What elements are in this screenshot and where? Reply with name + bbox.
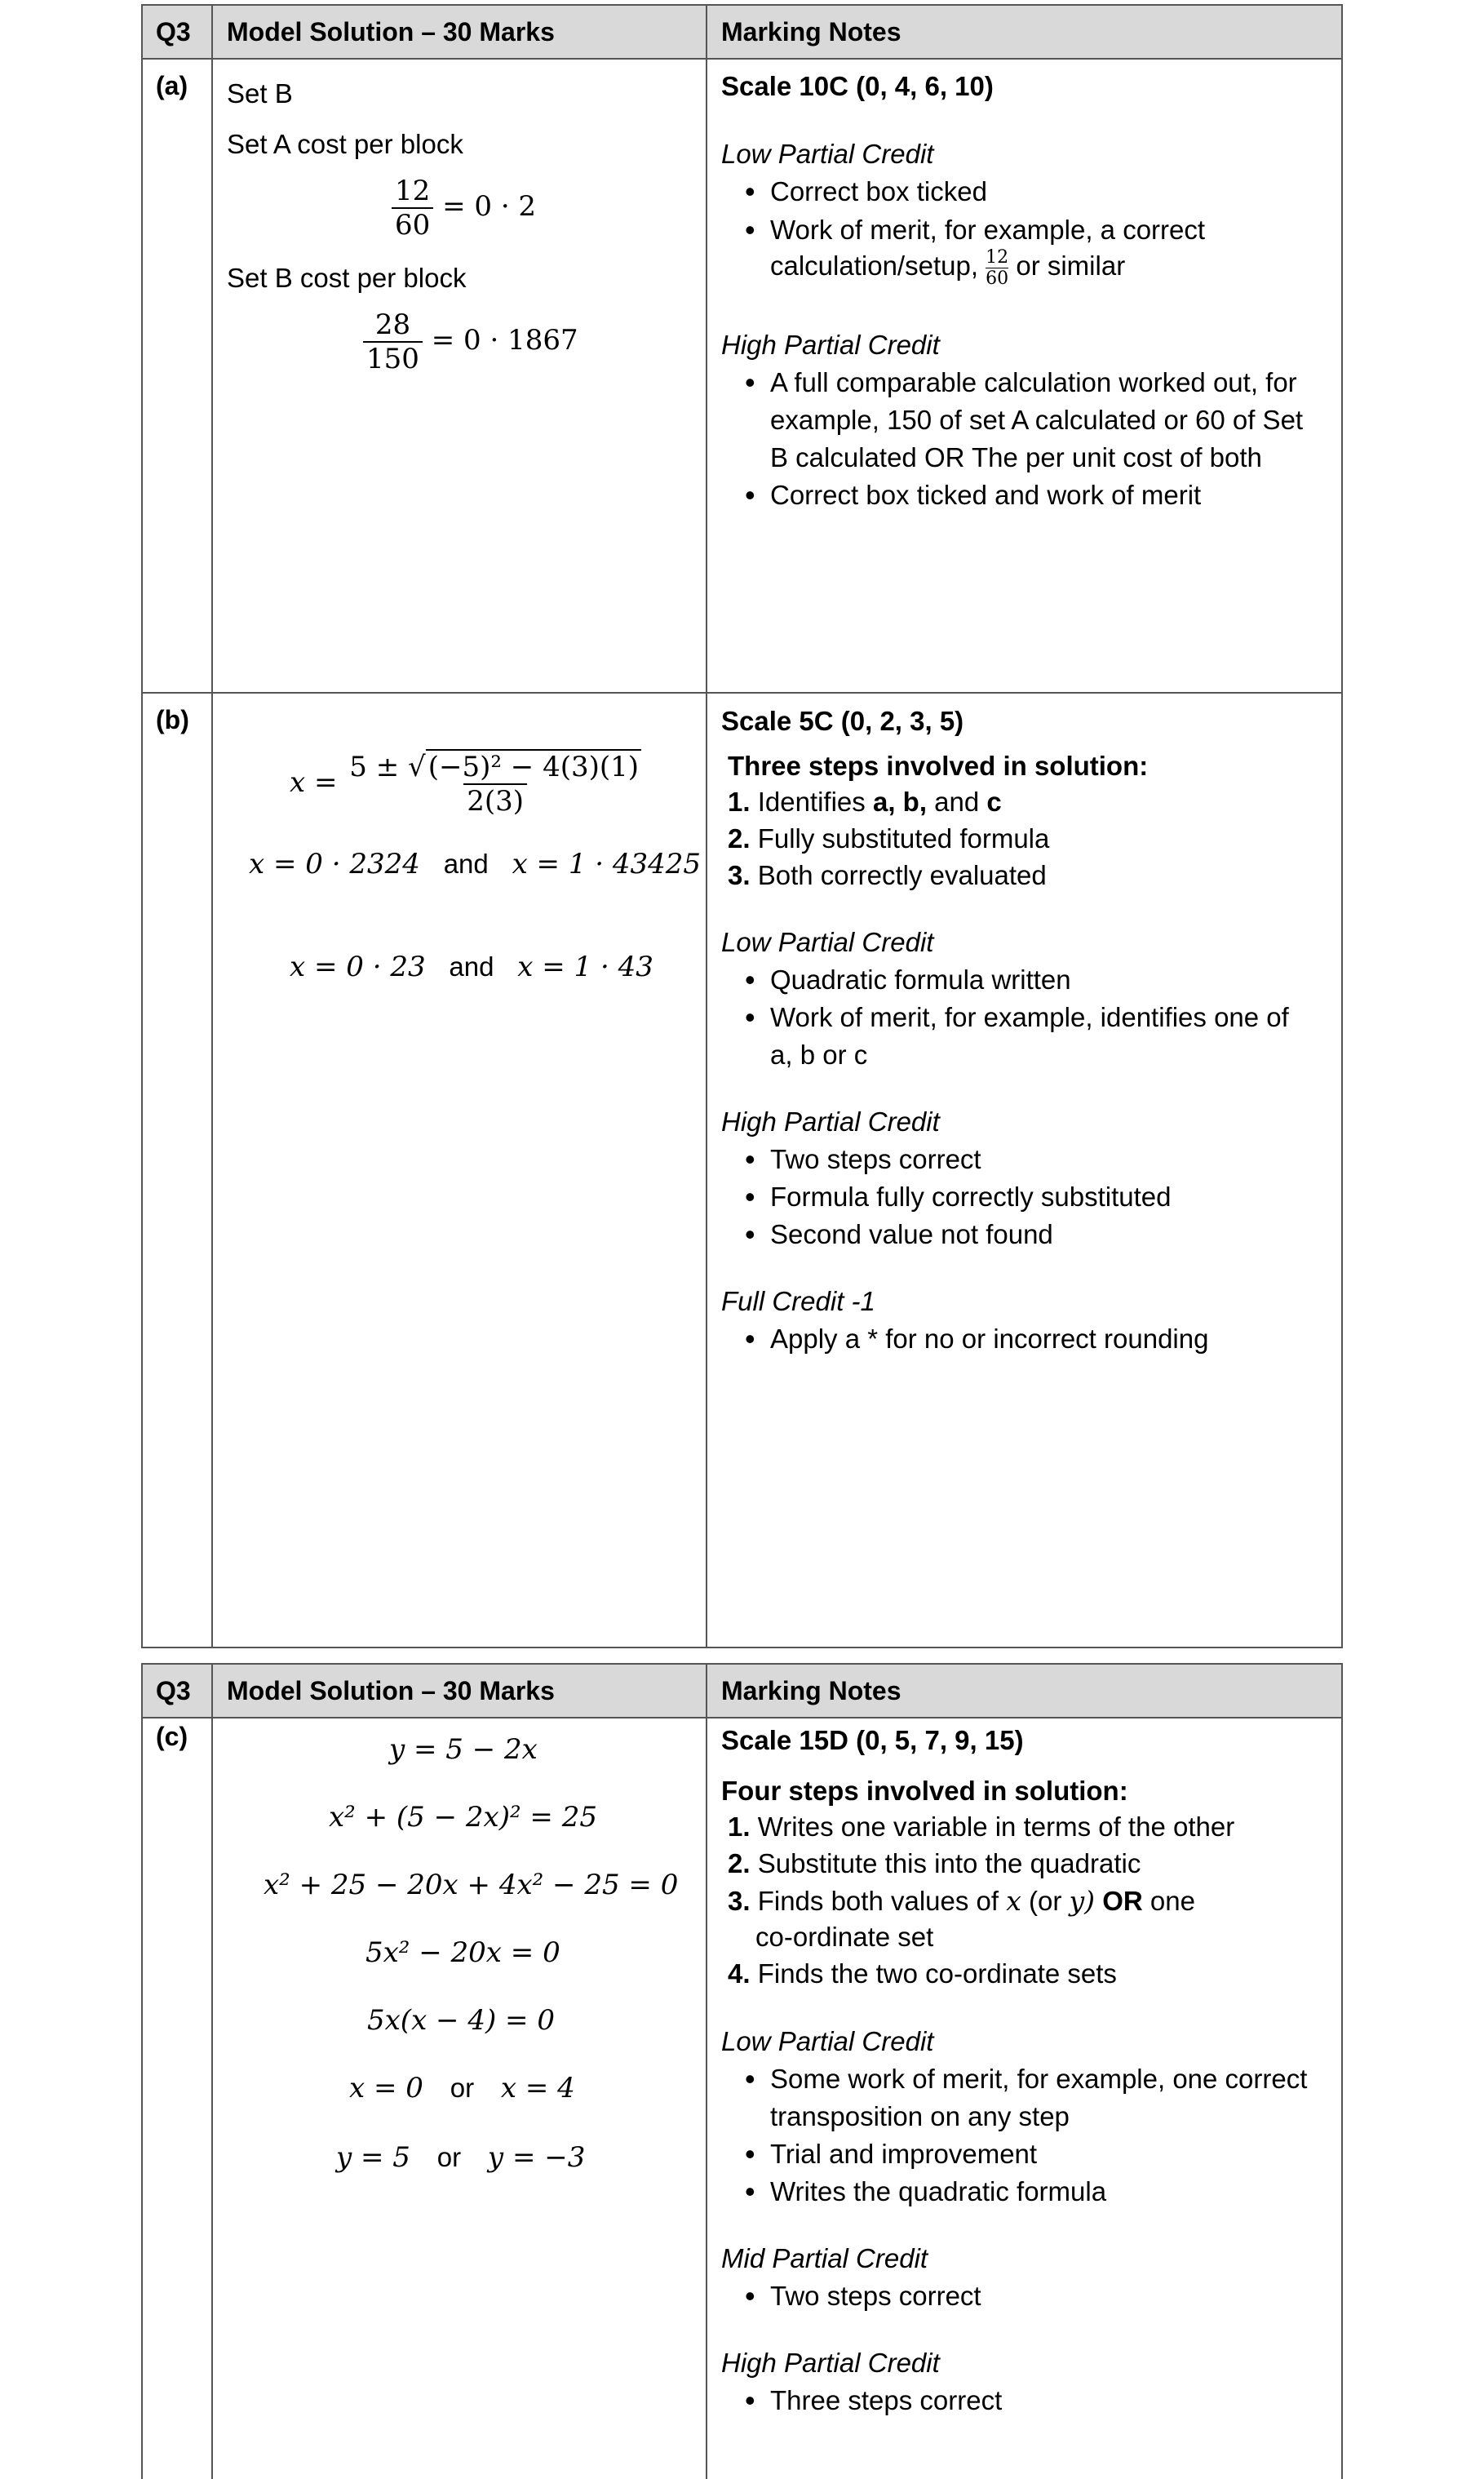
part-b-step-3 <box>728 860 1047 891</box>
part-a-high-2: • Correct box ticked and work of merit <box>770 480 1201 511</box>
part-a-high-1-line2: example, 150 of set A calculated or 60 of Set <box>770 405 1304 435</box>
part-b-step-1 <box>728 787 1002 818</box>
or-text: or <box>450 2073 475 2103</box>
sol-line-4: 5x² − 20x = 0 <box>365 1936 560 1969</box>
formula-radicand: (−5)² − 4(3)(1) <box>426 749 641 783</box>
formula-denominator: 2(3) <box>463 783 527 818</box>
header-model-solution: Model Solution – 30 Marks <box>227 1676 555 1705</box>
sol-line-6 <box>349 2072 575 2104</box>
step-num: 4. <box>728 1958 751 1989</box>
part-a-high-1-line3: B calculated OR The per unit cost of both <box>770 442 1262 472</box>
step-x: x <box>1006 1885 1021 1917</box>
root-2-rounded: x = 1 · 43 <box>517 951 653 983</box>
set-b-numerator: 28 <box>374 308 411 341</box>
part-b-low-2: • Work of merit, for example, identifies one of <box>770 1002 1289 1033</box>
root-1-rounded: x = 0 · 23 <box>290 951 426 983</box>
step-text: Identifies <box>757 787 866 817</box>
part-c-high-title: High Partial Credit <box>721 2348 940 2378</box>
part-c-step-1 <box>728 1812 1234 1843</box>
x-value-1: x = 0 <box>349 2072 423 2104</box>
step-ab: a, b, <box>872 787 927 817</box>
x-value-2: x = 4 <box>500 2072 575 2104</box>
part-b-steps-title: Three steps involved in solution: <box>728 751 1149 781</box>
step-text: Finds both values of <box>757 1886 999 1916</box>
roots-rounded <box>290 951 653 983</box>
step-y: y) <box>1069 1885 1096 1917</box>
part-c-low-2: • Trial and improvement <box>770 2139 1037 2170</box>
header-q: Q3 <box>156 17 191 47</box>
part-b-low-title: Low Partial Credit <box>721 927 934 957</box>
part-c-scale: Scale 15D (0, 5, 7, 9, 15) <box>721 1725 1024 1755</box>
part-b-low-1: • Quadratic formula written <box>770 965 1071 996</box>
formula-lhs: x = <box>290 766 338 799</box>
part-b-low-2-cont: a, b or c <box>770 1040 868 1070</box>
part-c-low-1-cont: transposition on any step <box>770 2101 1070 2131</box>
set-b-calc <box>363 308 578 375</box>
sol-line-5: 5x(x − 4) = 0 <box>367 2004 555 2037</box>
header-q: Q3 <box>156 1676 191 1705</box>
root-2: x = 1 · 43425 <box>512 848 702 880</box>
low-2-text: calculation/setup, <box>770 251 978 282</box>
part-b-step-2 <box>728 823 1049 854</box>
header-marking-notes: Marking Notes <box>721 17 901 47</box>
part-a-label: (a) <box>156 71 188 100</box>
and-text: and <box>443 849 489 879</box>
part-a-low-title: Low Partial Credit <box>721 139 934 169</box>
header-model-solution: Model Solution – 30 Marks <box>227 17 555 47</box>
part-c-step-3 <box>728 1885 1195 1917</box>
step-num: 3. <box>728 860 751 890</box>
part-c-steps-title: Four steps involved in solution: <box>721 1776 1128 1806</box>
y-value-1: y = 5 <box>336 2141 410 2174</box>
part-c-low-title: Low Partial Credit <box>721 2026 934 2056</box>
part-a-high-1: • A full comparable calculation worked out, for <box>770 367 1297 398</box>
marking-table-1 <box>141 4 1343 1648</box>
roots-unrounded <box>249 848 701 880</box>
step-num: 2. <box>728 823 751 854</box>
step-text: Writes one variable in terms of the other <box>757 1812 1235 1842</box>
part-b-full-1: • Apply a * for no or incorrect rounding <box>770 1324 1208 1355</box>
part-b-high-3: • Second value not found <box>770 1219 1053 1250</box>
part-c-step-4 <box>728 1958 1117 1989</box>
step-num: 1. <box>728 787 751 817</box>
step-text: Both correctly evaluated <box>757 860 1047 890</box>
part-a-low-2-cont <box>770 247 1125 289</box>
part-b-scale: Scale 5C (0, 2, 3, 5) <box>721 706 964 736</box>
set-a-result: = 0 · 2 <box>442 190 537 223</box>
step-text: Finds the two co-ordinate sets <box>757 1958 1117 1989</box>
step-text: Fully substituted formula <box>757 823 1050 854</box>
low-2-numerator: 12 <box>986 247 1009 268</box>
set-b-label: Set B cost per block <box>227 263 467 293</box>
set-a-denominator: 60 <box>392 207 433 242</box>
part-a-high-title: High Partial Credit <box>721 330 940 360</box>
set-a-calc <box>392 175 536 242</box>
set-a-numerator: 12 <box>395 175 431 207</box>
step-OR: OR <box>1102 1886 1143 1916</box>
part-c-low-3: • Writes the quadratic formula <box>770 2176 1106 2207</box>
y-value-2: y = −3 <box>487 2141 586 2174</box>
sol-line-7 <box>336 2141 585 2174</box>
step-num: 1. <box>728 1812 751 1842</box>
part-a-low-1: • Correct box ticked <box>770 176 987 207</box>
set-a-label: Set A cost per block <box>227 129 463 159</box>
part-b-label: (b) <box>156 705 189 734</box>
part-c-high-1: • Three steps correct <box>770 2385 1002 2416</box>
part-a-low-2: • Work of merit, for example, a correct <box>770 215 1205 246</box>
part-c-step-3-cont: co-ordinate set <box>755 1922 934 1952</box>
part-c-step-2 <box>728 1848 1141 1879</box>
part-a-answer: Set B <box>227 78 293 109</box>
root-1: x = 0 · 2324 <box>249 848 420 880</box>
sol-line-2: x² + (5 − 2x)² = 25 <box>329 1801 597 1834</box>
sol-line-3: x² + 25 − 20x + 4x² − 25 = 0 <box>264 1869 679 1901</box>
step-one: one <box>1150 1886 1195 1916</box>
part-b-high-2: • Formula fully correctly substituted <box>770 1182 1172 1213</box>
part-c-low-1: • Some work of merit, for example, one correct <box>770 2064 1307 2095</box>
step-c: c <box>986 787 1002 817</box>
or-text: or <box>436 2142 462 2172</box>
part-c-label: (c) <box>156 1722 188 1751</box>
header-marking-notes: Marking Notes <box>721 1676 901 1705</box>
step-or: (or <box>1029 1886 1062 1916</box>
part-a-scale: Scale 10C (0, 4, 6, 10) <box>721 71 994 101</box>
step-num: 2. <box>728 1848 751 1878</box>
sol-line-1: y = 5 − 2x <box>389 1733 538 1766</box>
step-and: and <box>934 787 980 817</box>
part-b-full-title: Full Credit -1 <box>721 1286 875 1316</box>
part-b-high-title: High Partial Credit <box>721 1106 940 1137</box>
low-2-denominator: 60 <box>986 268 1009 289</box>
step-text: Substitute this into the quadratic <box>757 1848 1141 1878</box>
marking-table-2 <box>141 1663 1343 2479</box>
step-num: 3. <box>728 1886 751 1916</box>
formula-pm: 5 ± <box>349 751 400 783</box>
low-2-tail: or similar <box>1016 251 1126 282</box>
set-b-result: = 0 · 1867 <box>431 324 578 357</box>
part-c-mid-title: Mid Partial Credit <box>721 2243 928 2273</box>
part-c-mid-1: • Two steps correct <box>770 2281 981 2312</box>
quadratic-formula: x = $\frac{\text{5 ± √(−5)² − 4(3)(1)}}{2(3)}$ <box>290 751 645 818</box>
part-b-high-1: • Two steps correct <box>770 1144 981 1175</box>
set-b-denominator: 150 <box>363 341 423 375</box>
and-text: and <box>449 951 494 982</box>
